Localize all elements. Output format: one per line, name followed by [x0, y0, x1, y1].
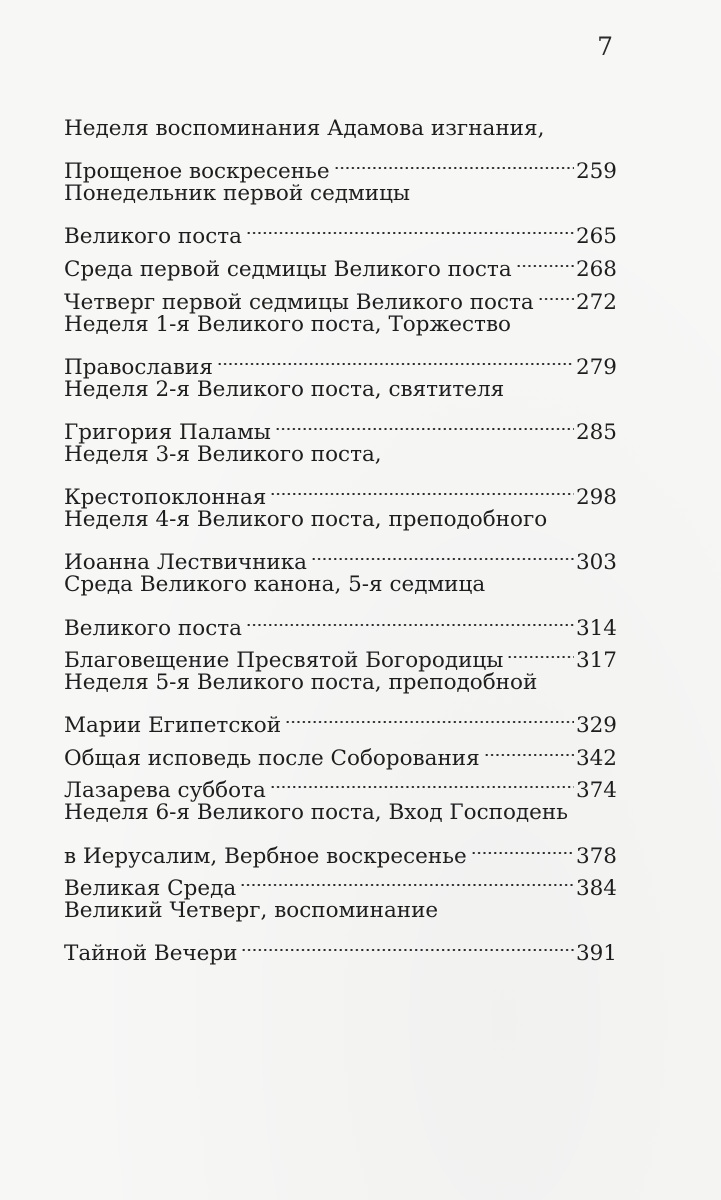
- dot-leader: [311, 537, 574, 570]
- toc-page-number: 298: [575, 485, 617, 511]
- toc-entry-title: Неделя 2-я Великого поста, святителя: [64, 376, 505, 402]
- toc-page-number: 279: [575, 354, 617, 380]
- toc-entry-title: Неделя 3-я Великого поста,: [64, 441, 382, 467]
- dot-leader: [217, 341, 574, 374]
- toc-entry: [64, 309, 617, 380]
- toc-page-number: 303: [575, 550, 617, 576]
- toc-entry-line: [64, 113, 617, 146]
- dot-leader: [334, 146, 574, 179]
- toc-page-number: 314: [575, 615, 617, 641]
- toc-entry: [64, 178, 617, 250]
- toc-entry-last-line: [64, 537, 617, 576]
- toc-page-number: 285: [575, 419, 617, 445]
- toc-page-number: 384: [575, 876, 617, 902]
- toc-entry-line: [64, 178, 617, 211]
- toc-entry-line: [64, 374, 617, 407]
- toc-entry-line: [64, 895, 617, 928]
- toc-entry-title: Прощеное воскресенье: [64, 159, 330, 185]
- toc-entry-title: Среда первой седмицы Великого поста: [64, 256, 512, 282]
- toc-entry-last-line: [64, 211, 617, 250]
- toc-entry-title: Крестопоклонная: [64, 485, 267, 511]
- toc-page-number: 268: [575, 256, 617, 282]
- toc-entry-title: Великая Среда: [64, 876, 237, 902]
- toc-page-number: 374: [575, 778, 617, 804]
- toc-entry: [64, 113, 617, 185]
- dot-leader: [240, 863, 574, 896]
- toc-entry-title: Четверг первой седмицы Великого поста: [64, 289, 534, 315]
- toc-entry-last-line: [64, 146, 617, 185]
- toc-entry-line: [64, 797, 617, 830]
- dot-leader: [507, 635, 574, 668]
- toc-entry-title: Великого поста: [64, 615, 242, 641]
- toc-entry-title: Лазарева суббота: [64, 778, 266, 804]
- toc-entry-last-line: [64, 602, 617, 641]
- toc-entry-title: Неделя воспоминания Адамова изгнания,: [64, 116, 545, 141]
- toc-page-number: 391: [575, 941, 617, 967]
- dot-leader: [246, 602, 574, 635]
- toc-entry: [64, 569, 617, 641]
- toc-entry-title: Неделя 5-я Великого поста, преподобной: [64, 670, 538, 696]
- toc-entry-title: Марии Египетской: [64, 713, 282, 739]
- toc-entry-title: Неделя 4-я Великого поста, преподобного: [64, 507, 548, 533]
- toc-entry: [64, 895, 617, 967]
- toc-entry-last-line: [64, 700, 617, 739]
- toc-entry-last-line: [64, 830, 617, 869]
- dot-leader: [241, 928, 573, 961]
- toc-page-number: 265: [575, 224, 617, 250]
- toc-entry-last-line: [64, 472, 617, 511]
- toc-entry: [64, 797, 617, 869]
- toc-page-number: 329: [575, 713, 617, 739]
- toc-entry-last-line: [64, 406, 617, 445]
- dot-leader: [516, 243, 574, 276]
- toc-entry-title: Благовещение Пресвятой Богородицы: [64, 648, 504, 674]
- toc-page-number: 317: [575, 648, 617, 674]
- toc-entry-title: Неделя 6-я Великого поста, Вход Господень: [64, 800, 568, 826]
- dot-leader: [471, 830, 574, 863]
- toc-entry-title: Великого поста: [64, 224, 242, 250]
- toc-entry-line: [64, 667, 617, 700]
- toc-entry-line: [64, 504, 617, 537]
- toc-entry: [64, 667, 617, 739]
- toc-entry-title: Неделя 1-я Великого поста, Торжество: [64, 311, 511, 337]
- toc-entry-title: в Иерусалим, Вербное воскресенье: [64, 843, 467, 869]
- toc-entry-title: Иоанна Лествичника: [64, 550, 307, 576]
- toc-entry: [64, 374, 617, 445]
- toc-page-number: 342: [575, 745, 617, 771]
- toc-entry-line: [64, 569, 617, 602]
- dot-leader: [484, 732, 574, 765]
- toc-entry-title: Среда Великого канона, 5-я седмица: [64, 572, 486, 598]
- toc-entry-line: [64, 309, 617, 342]
- dot-leader: [270, 472, 574, 505]
- toc-page-number: 272: [575, 289, 617, 315]
- page-number: 7: [597, 32, 613, 61]
- toc-entry-last-line: [64, 928, 617, 967]
- toc-entry: [64, 439, 617, 511]
- dot-leader: [246, 211, 574, 244]
- toc-entry-last-line: [64, 341, 617, 380]
- dot-leader: [538, 276, 574, 309]
- toc-entry-title: Православия: [64, 354, 213, 380]
- toc-entry-title: Общая исповедь после Соборования: [64, 745, 480, 771]
- dot-leader: [270, 765, 574, 798]
- toc-entry-title: Понедельник первой седмицы: [64, 181, 411, 207]
- toc-entry-line: [64, 439, 617, 472]
- toc-page-number: 378: [575, 843, 617, 869]
- toc-entry-title: Тайной Вечери: [64, 941, 238, 967]
- toc-page-number: 259: [575, 159, 617, 185]
- toc-entry-title: Григория Паламы: [64, 419, 271, 445]
- toc-entry: [64, 504, 617, 576]
- dot-leader: [275, 406, 574, 439]
- table-of-contents: [64, 113, 617, 967]
- dot-leader: [285, 700, 574, 733]
- toc-entry-title: Великий Четверг, воспоминание: [64, 898, 439, 924]
